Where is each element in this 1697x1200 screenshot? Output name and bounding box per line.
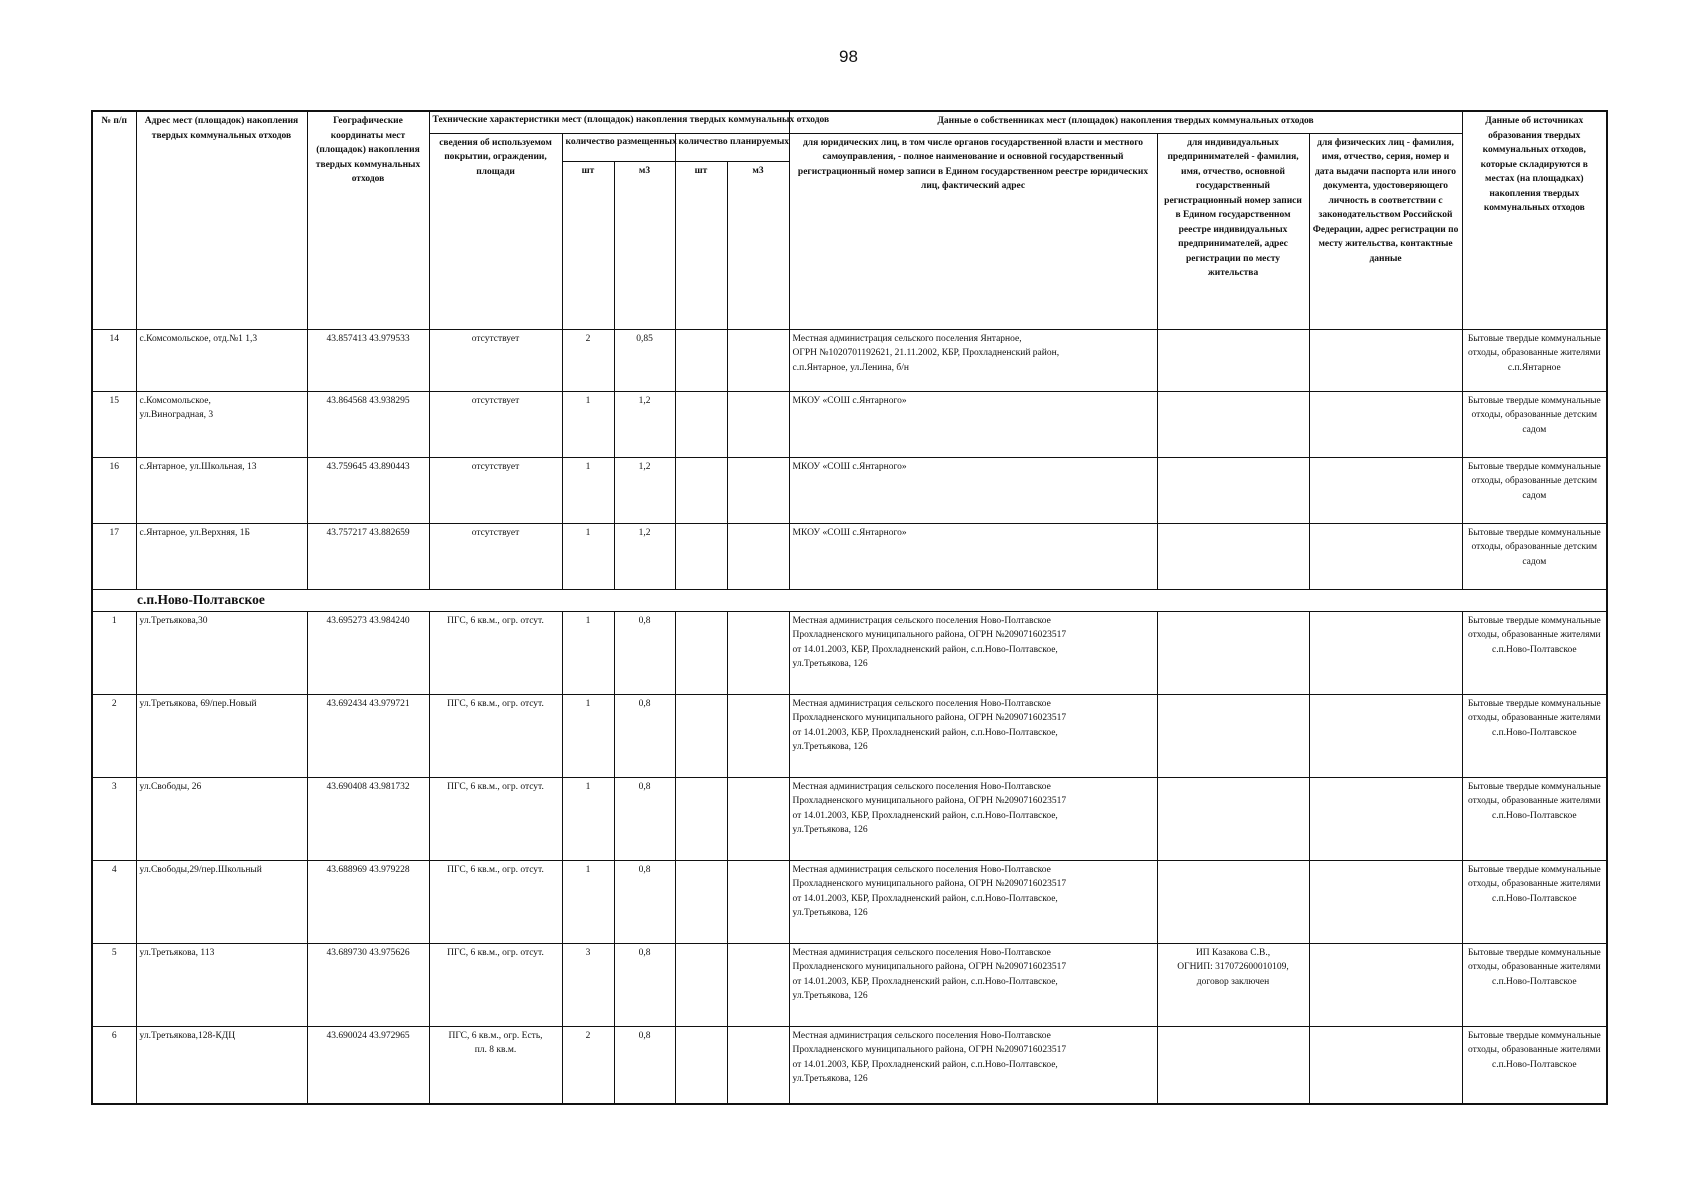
header-pcs-planned: шт bbox=[675, 161, 727, 329]
row-pcs-planned bbox=[675, 329, 727, 391]
row-m3-planned bbox=[727, 777, 789, 860]
row-pcs-planned bbox=[675, 777, 727, 860]
row-individual bbox=[1309, 329, 1462, 391]
row-legal-entity: Местная администрация сельского поселения Янтарное, ОГРН №1020701192621, 21.11.2002, КБР, Прохладненский район, с.п.Янтарное, ул.Ленина, б/н bbox=[789, 329, 1157, 391]
row-legal-entity: МКОУ «СОШ с.Янтарного» bbox=[789, 391, 1157, 457]
table-row bbox=[92, 457, 1607, 523]
row-waste-source: Бытовые твердые коммунальные отходы, образованные жителями с.п.Ново-Полтавское bbox=[1462, 860, 1607, 943]
row-address: с.Янтарное, ул.Школьная, 13 bbox=[136, 457, 307, 523]
row-surface: ПГС, 6 кв.м., огр. отсут. bbox=[429, 860, 562, 943]
table-row bbox=[92, 523, 1607, 589]
row-pcs: 1 bbox=[562, 457, 614, 523]
row-m3: 0,8 bbox=[614, 611, 675, 694]
row-number: 16 bbox=[92, 457, 136, 523]
row-entrepreneur bbox=[1157, 611, 1309, 694]
section-body bbox=[92, 589, 1607, 611]
row-address: ул.Третьякова,128-КДЦ bbox=[136, 1026, 307, 1104]
row-pcs: 1 bbox=[562, 777, 614, 860]
row-entrepreneur bbox=[1157, 1026, 1309, 1104]
row-waste-source: Бытовые твердые коммунальные отходы, образованные детским садом bbox=[1462, 391, 1607, 457]
row-pcs-planned bbox=[675, 457, 727, 523]
row-coords: 43.864568 43.938295 bbox=[307, 391, 429, 457]
row-entrepreneur bbox=[1157, 457, 1309, 523]
row-individual bbox=[1309, 860, 1462, 943]
row-entrepreneur bbox=[1157, 694, 1309, 777]
row-legal-entity: Местная администрация сельского поселения Ново-Полтавское Прохладненского муниципального района, ОГРН №2090716023517 от 14.01.2003, КБР, Прохладненский район, с.п.Ново-Полтавское, ул.Третьякова, 126 bbox=[789, 1026, 1157, 1104]
row-number: 4 bbox=[92, 860, 136, 943]
row-pcs: 1 bbox=[562, 611, 614, 694]
row-m3: 0,8 bbox=[614, 694, 675, 777]
row-entrepreneur bbox=[1157, 777, 1309, 860]
header-sources: Данные об источниках образования твердых коммунальных отходов, которые складируются в местах (на площадках) накопления твердых коммунальных отходов bbox=[1462, 111, 1607, 329]
header-legal: для юридических лиц, в том числе органов государственной власти и местного самоуправления, - полное наименование и основной государственный регистрационный номер записи в Едином государственном реестре юридических лиц, фактический адрес bbox=[789, 133, 1157, 329]
table-body-a bbox=[92, 329, 1607, 589]
row-legal-entity: МКОУ «СОШ с.Янтарного» bbox=[789, 457, 1157, 523]
row-individual bbox=[1309, 1026, 1462, 1104]
header-surface: сведения об используемом покрытии, ограждении, площади bbox=[429, 133, 562, 329]
row-m3-planned bbox=[727, 611, 789, 694]
table-row bbox=[92, 611, 1607, 694]
row-waste-source: Бытовые твердые коммунальные отходы, образованные детским садом bbox=[1462, 523, 1607, 589]
row-pcs-planned bbox=[675, 943, 727, 1026]
header-individuals: для физических лиц - фамилия, имя, отчество, серия, номер и дата выдачи паспорта или иного документа, удостоверяющего личность в соответствии с законодательством Российской Федерации, адрес регистрации по месту жительства, контактные данные bbox=[1309, 133, 1462, 329]
row-number: 5 bbox=[92, 943, 136, 1026]
row-address: ул.Свободы,29/пер.Школьный bbox=[136, 860, 307, 943]
row-coords: 43.688969 43.979228 bbox=[307, 860, 429, 943]
row-coords: 43.690408 43.981732 bbox=[307, 777, 429, 860]
row-individual bbox=[1309, 391, 1462, 457]
row-address: ул.Свободы, 26 bbox=[136, 777, 307, 860]
row-waste-source: Бытовые твердые коммунальные отходы, образованные жителями с.п.Ново-Полтавское bbox=[1462, 777, 1607, 860]
row-m3-planned bbox=[727, 329, 789, 391]
row-number: 1 bbox=[92, 611, 136, 694]
row-pcs-planned bbox=[675, 611, 727, 694]
row-individual bbox=[1309, 523, 1462, 589]
waste-sites-table bbox=[91, 110, 1608, 1105]
row-surface: ПГС, 6 кв.м., огр. отсут. bbox=[429, 694, 562, 777]
row-individual bbox=[1309, 457, 1462, 523]
row-pcs: 1 bbox=[562, 523, 614, 589]
row-pcs: 1 bbox=[562, 694, 614, 777]
row-entrepreneur bbox=[1157, 329, 1309, 391]
row-waste-source: Бытовые твердые коммунальные отходы, образованные жителями с.п.Ново-Полтавское bbox=[1462, 694, 1607, 777]
table-row bbox=[92, 860, 1607, 943]
row-m3: 0,8 bbox=[614, 943, 675, 1026]
row-individual bbox=[1309, 943, 1462, 1026]
row-pcs-planned bbox=[675, 523, 727, 589]
row-pcs: 2 bbox=[562, 329, 614, 391]
table-row bbox=[92, 777, 1607, 860]
row-m3-planned bbox=[727, 1026, 789, 1104]
row-m3: 1,2 bbox=[614, 391, 675, 457]
row-m3-planned bbox=[727, 457, 789, 523]
row-coords: 43.759645 43.890443 bbox=[307, 457, 429, 523]
row-m3: 0,8 bbox=[614, 860, 675, 943]
row-surface: ПГС, 6 кв.м., огр. отсут. bbox=[429, 777, 562, 860]
header-qty-placed: количество размещенных bbox=[562, 133, 675, 161]
table-header bbox=[92, 111, 1607, 329]
table-row bbox=[92, 1026, 1607, 1104]
header-coords: Географические координаты мест (площадок) накопления твердых коммунальных отходов bbox=[307, 111, 429, 329]
row-m3: 1,2 bbox=[614, 523, 675, 589]
row-pcs-planned bbox=[675, 860, 727, 943]
row-waste-source: Бытовые твердые коммунальные отходы, образованные жителями с.п.Ново-Полтавское bbox=[1462, 943, 1607, 1026]
row-m3-planned bbox=[727, 523, 789, 589]
row-coords: 43.692434 43.979721 bbox=[307, 694, 429, 777]
row-number: 15 bbox=[92, 391, 136, 457]
row-waste-source: Бытовые твердые коммунальные отходы, образованные жителями с.п.Ново-Полтавское bbox=[1462, 611, 1607, 694]
row-entrepreneur bbox=[1157, 860, 1309, 943]
row-m3: 0,85 bbox=[614, 329, 675, 391]
row-number: 2 bbox=[92, 694, 136, 777]
header-m3-planned: м3 bbox=[727, 161, 789, 329]
table-row bbox=[92, 329, 1607, 391]
row-m3-planned bbox=[727, 694, 789, 777]
table-body-b bbox=[92, 611, 1607, 1104]
row-address: ул.Третьякова,30 bbox=[136, 611, 307, 694]
row-waste-source: Бытовые твердые коммунальные отходы, образованные жителями с.п.Ново-Полтавское bbox=[1462, 1026, 1607, 1104]
header-m3: м3 bbox=[614, 161, 675, 329]
row-pcs: 1 bbox=[562, 391, 614, 457]
row-number: 17 bbox=[92, 523, 136, 589]
row-address: с.Комсомольское, ул.Виноградная, 3 bbox=[136, 391, 307, 457]
row-individual bbox=[1309, 611, 1462, 694]
table-row bbox=[92, 694, 1607, 777]
header-owners: Данные о собственниках мест (площадок) накопления твердых коммунальных отходов bbox=[789, 111, 1462, 133]
row-waste-source: Бытовые твердые коммунальные отходы, образованные жителями с.п.Янтарное bbox=[1462, 329, 1607, 391]
header-num: № п/п bbox=[92, 111, 136, 329]
row-m3-planned bbox=[727, 391, 789, 457]
row-address: ул.Третьякова, 113 bbox=[136, 943, 307, 1026]
row-legal-entity: Местная администрация сельского поселения Ново-Полтавское Прохладненского муниципального района, ОГРН №2090716023517 от 14.01.2003, КБР, Прохладненский район, с.п.Ново-Полтавское, ул.Третьякова, 126 bbox=[789, 611, 1157, 694]
row-individual bbox=[1309, 777, 1462, 860]
section-title-text: с.п.Ново-Полтавское bbox=[137, 591, 265, 607]
section-title bbox=[92, 589, 1607, 611]
row-number: 14 bbox=[92, 329, 136, 391]
row-m3-planned bbox=[727, 943, 789, 1026]
row-entrepreneur bbox=[1157, 523, 1309, 589]
row-legal-entity: Местная администрация сельского поселения Ново-Полтавское Прохладненского муниципального района, ОГРН №2090716023517 от 14.01.2003, КБР, Прохладненский район, с.п.Ново-Полтавское, ул.Третьякова, 126 bbox=[789, 777, 1157, 860]
row-pcs: 1 bbox=[562, 860, 614, 943]
row-m3: 1,2 bbox=[614, 457, 675, 523]
row-pcs: 2 bbox=[562, 1026, 614, 1104]
page-number: 98 bbox=[839, 47, 858, 66]
row-number: 3 bbox=[92, 777, 136, 860]
row-pcs-planned bbox=[675, 694, 727, 777]
row-m3-planned bbox=[727, 860, 789, 943]
row-coords: 43.689730 43.975626 bbox=[307, 943, 429, 1026]
row-address: ул.Третьякова, 69/пер.Новый bbox=[136, 694, 307, 777]
row-coords: 43.690024 43.972965 bbox=[307, 1026, 429, 1104]
row-entrepreneur: ИП Казакова С.В., ОГНИП: 317072600010109, договор заключен bbox=[1157, 943, 1309, 1026]
header-address: Адрес мест (площадок) накопления твердых коммунальных отходов bbox=[136, 111, 307, 329]
row-surface: ПГС, 6 кв.м., огр. отсут. bbox=[429, 943, 562, 1026]
row-entrepreneur bbox=[1157, 391, 1309, 457]
row-legal-entity: Местная администрация сельского поселения Ново-Полтавское Прохладненского муниципального района, ОГРН №2090716023517 от 14.01.2003, КБР, Прохладненский район, с.п.Ново-Полтавское, ул.Третьякова, 126 bbox=[789, 860, 1157, 943]
row-coords: 43.695273 43.984240 bbox=[307, 611, 429, 694]
header-qty-planned: количество планируемых bbox=[675, 133, 789, 161]
table-row bbox=[92, 943, 1607, 1026]
row-address: с.Янтарное, ул.Верхняя, 1Б bbox=[136, 523, 307, 589]
row-legal-entity: МКОУ «СОШ с.Янтарного» bbox=[789, 523, 1157, 589]
header-tech: Технические характеристики мест (площадок) накопления твердых коммунальных отходов bbox=[429, 111, 789, 133]
row-address: с.Комсомольское, отд.№1 1,3 bbox=[136, 329, 307, 391]
header-entrepreneurs: для индивидуальных предпринимателей - фамилия, имя, отчество, основной государственный регистрационный номер записи в Едином государственном реестре индивидуальных предпринимателей, адрес регистрации по месту жительства bbox=[1157, 133, 1309, 329]
row-waste-source: Бытовые твердые коммунальные отходы, образованные детским садом bbox=[1462, 457, 1607, 523]
row-legal-entity: Местная администрация сельского поселения Ново-Полтавское Прохладненского муниципального района, ОГРН №2090716023517 от 14.01.2003, КБР, Прохладненский район, с.п.Ново-Полтавское, ул.Третьякова, 126 bbox=[789, 943, 1157, 1026]
row-pcs-planned bbox=[675, 1026, 727, 1104]
header-pcs: шт bbox=[562, 161, 614, 329]
row-m3: 0,8 bbox=[614, 1026, 675, 1104]
row-legal-entity: Местная администрация сельского поселения Ново-Полтавское Прохладненского муниципального района, ОГРН №2090716023517 от 14.01.2003, КБР, Прохладненский район, с.п.Ново-Полтавское, ул.Третьякова, 126 bbox=[789, 694, 1157, 777]
row-pcs: 3 bbox=[562, 943, 614, 1026]
row-surface: отсутствует bbox=[429, 391, 562, 457]
row-individual bbox=[1309, 694, 1462, 777]
row-pcs-planned bbox=[675, 391, 727, 457]
row-surface: ПГС, 6 кв.м., огр. Есть, пл. 8 кв.м. bbox=[429, 1026, 562, 1104]
row-surface: отсутствует bbox=[429, 457, 562, 523]
row-surface: ПГС, 6 кв.м., огр. отсут. bbox=[429, 611, 562, 694]
row-surface: отсутствует bbox=[429, 329, 562, 391]
row-coords: 43.757217 43.882659 bbox=[307, 523, 429, 589]
row-number: 6 bbox=[92, 1026, 136, 1104]
row-surface: отсутствует bbox=[429, 523, 562, 589]
table-row bbox=[92, 391, 1607, 457]
row-coords: 43.857413 43.979533 bbox=[307, 329, 429, 391]
row-m3: 0,8 bbox=[614, 777, 675, 860]
